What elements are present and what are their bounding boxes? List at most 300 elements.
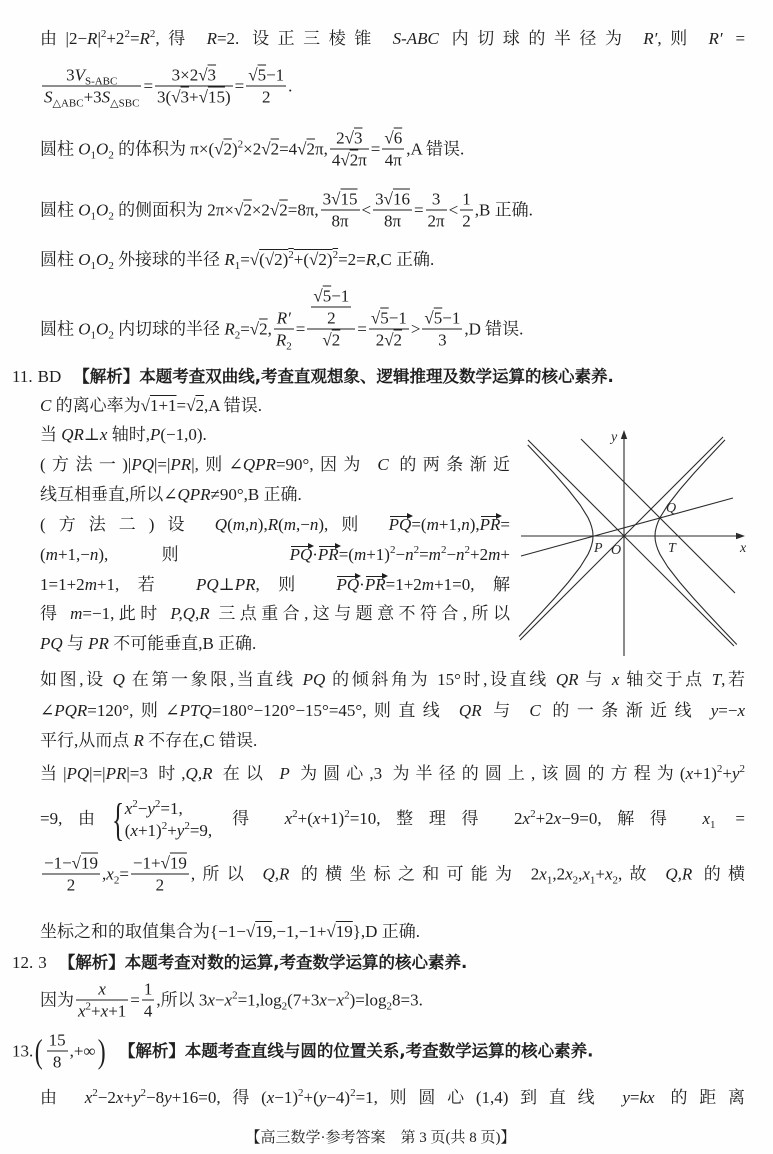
math-var: R′ (708, 29, 723, 48)
math-var: C (377, 455, 389, 474)
text: 在第一象限,当直线 (124, 670, 303, 689)
fraction (311, 287, 351, 328)
text: −1) (274, 1088, 299, 1107)
text: 3√ (322, 189, 341, 209)
text: π (358, 150, 367, 170)
answer: BD (37, 367, 62, 386)
math-var: PQ (302, 670, 326, 689)
text-line (40, 455, 510, 475)
math-var: P (149, 425, 161, 444)
text: ,若 (721, 670, 746, 689)
text-line (40, 634, 256, 654)
math-var: QR (555, 670, 579, 689)
question-header (12, 367, 614, 387)
text-line (40, 670, 745, 690)
radicand: 3 (207, 65, 217, 85)
subscript: 1 (90, 149, 97, 162)
text: = (143, 76, 154, 96)
numerator (76, 980, 128, 1001)
denominator (274, 330, 294, 353)
text-line (40, 425, 207, 445)
text: = (234, 76, 245, 96)
text: ,故 (618, 864, 666, 884)
math-var: QPR (242, 455, 276, 474)
superscript: 2 (739, 763, 745, 775)
text: +2 (535, 808, 554, 828)
text: +1) (320, 808, 345, 828)
text: =( (338, 545, 354, 564)
radicand: 19 (255, 922, 273, 941)
denominator: 8 (52, 1052, 62, 1072)
text-line (40, 794, 745, 845)
text: 由 (40, 1088, 85, 1107)
text: 2 (155, 875, 165, 895)
superscript: 2 (440, 544, 447, 556)
superscript: 2 (298, 1087, 304, 1099)
denominator (330, 150, 369, 170)
text-line (40, 1088, 745, 1108)
text: 得 (40, 604, 71, 623)
text: ),则 (98, 545, 290, 564)
text: 不存在,C 错误. (143, 731, 258, 750)
solution-heading: 【解析】本题考查直线与圆的位置关系,考查数学运算的核心素养. (118, 1041, 594, 1061)
numerator (369, 309, 409, 330)
vector: PQ (388, 515, 412, 534)
math-var: PQ (66, 764, 90, 783)
text: =2. 设正三棱锥 (216, 29, 393, 48)
text: =−1,此时 (82, 604, 171, 623)
answer-fraction (47, 1031, 68, 1072)
superscript: 2 (184, 820, 190, 832)
text: 当 (40, 425, 62, 444)
numerator (460, 190, 473, 211)
left-brace: { (111, 794, 124, 845)
text: ≠90°,B 正确. (210, 485, 302, 504)
text: −4) (326, 1088, 351, 1107)
text-line (40, 190, 533, 231)
text: ,则 (255, 575, 337, 594)
superscript: 2 (85, 1000, 92, 1013)
text: = (722, 29, 746, 48)
math-var: PQ (131, 455, 154, 474)
text: = (500, 515, 510, 534)
math-var: x (319, 990, 327, 1010)
subscript: △ABC (52, 97, 84, 110)
text: +16=0,得( (171, 1088, 267, 1107)
text: +1 (108, 1001, 127, 1021)
text: − (395, 545, 406, 564)
text: 平行,从而点 (40, 731, 134, 750)
text: 的横 (692, 864, 746, 884)
denominator (76, 1001, 128, 1021)
text: · (312, 545, 318, 564)
math-var: m (428, 545, 441, 564)
math-var: x (78, 1001, 86, 1021)
fraction (460, 190, 473, 231)
text-line (40, 485, 302, 505)
text: √ (384, 128, 394, 148)
math-var: PQ (196, 575, 219, 594)
text: (方法二)设 (40, 515, 215, 534)
math-var: m (84, 575, 97, 594)
superscript: 2 (344, 989, 350, 1002)
math-var: m (70, 604, 83, 623)
radicand: 5 (257, 65, 267, 85)
math-var: x (522, 808, 531, 828)
fraction (142, 980, 155, 1021)
math-var: x (553, 808, 562, 828)
math-var: y (147, 799, 155, 818)
text: 与 (578, 670, 612, 689)
text: √ (248, 65, 258, 85)
superscript: 2 (124, 28, 130, 40)
subscript: 2 (113, 874, 120, 887)
hyperbola-diagram (512, 424, 752, 660)
math-var: y (176, 821, 185, 840)
text: +1,− (57, 545, 90, 564)
text-line (40, 575, 510, 595)
fraction (42, 854, 100, 895)
text-line (40, 515, 510, 535)
text-line (40, 922, 420, 942)
text: |,则∠ (191, 455, 243, 474)
radicand: 16 (392, 189, 410, 209)
text: −1+√ (132, 853, 170, 873)
text: 3×2√ (171, 65, 208, 85)
equation-system (111, 794, 213, 845)
label-point-p: P (594, 541, 603, 556)
compound-fraction (307, 287, 355, 350)
text: +1,若 (96, 575, 197, 594)
text: 三点重合,这与题意不符合,所以 (209, 604, 510, 623)
equation-rows (125, 798, 212, 842)
text-line (40, 129, 464, 170)
text: ,则 (657, 29, 709, 48)
math-var: R (87, 29, 98, 48)
math-var: P,Q,R (170, 604, 210, 623)
text: 1=1+2 (40, 575, 85, 594)
denominator (369, 330, 409, 350)
text: 圆柱 (40, 250, 79, 269)
numerator: 15 (48, 1030, 66, 1050)
text: = (413, 200, 424, 220)
text: − (446, 545, 457, 564)
text: 2√ (375, 330, 394, 350)
text: = (715, 808, 745, 828)
math-var: QR (61, 425, 84, 444)
numerator (321, 190, 360, 211)
text: +( (297, 808, 313, 828)
fraction (76, 980, 128, 1021)
math-var: m (488, 545, 501, 564)
math-var: O (96, 250, 109, 269)
math-var: y (318, 1088, 327, 1107)
problem-number: 12. (12, 953, 34, 972)
text: ,得 (155, 29, 207, 48)
math-var: PR (88, 634, 109, 653)
math-var: O (96, 319, 109, 339)
text: 轴时, (107, 425, 150, 444)
fraction (382, 129, 404, 170)
text: +1) (137, 821, 162, 840)
label-origin-o: O (611, 543, 622, 558)
text: −1−√ (44, 853, 82, 873)
text: ,B 正确. (474, 200, 533, 220)
denominator (422, 330, 462, 350)
radicand: 1+1 (149, 396, 177, 415)
text: 为圆心,3 为半径的圆上,该圆的方程为( (289, 764, 686, 783)
text: |=| (154, 455, 171, 474)
text: +( (303, 1088, 319, 1107)
radicand: 2 (195, 396, 204, 415)
fraction (426, 190, 447, 231)
vector: PR (317, 545, 339, 564)
line-pq (521, 498, 733, 556)
text: =( (411, 515, 427, 534)
math-var: PQR (54, 701, 88, 720)
subscript: 1 (234, 260, 241, 272)
numerator (155, 66, 233, 87)
math-var: R (365, 250, 377, 269)
text-line (40, 286, 524, 353)
fraction (369, 309, 409, 350)
superscript: 2 (332, 249, 339, 261)
text: 1 (143, 979, 153, 999)
text-line (40, 854, 745, 895)
math-var: PR (234, 575, 256, 594)
math-var: Q (112, 670, 125, 689)
text: = (357, 319, 367, 339)
subscript: 2 (108, 329, 114, 342)
radicand: 2 (349, 150, 359, 170)
math-var: P (279, 764, 290, 783)
text: − (137, 799, 148, 818)
radicand: 15 (207, 87, 225, 107)
math-var: R (206, 29, 217, 48)
radicand: 3 (180, 87, 190, 107)
subscript: 1 (90, 329, 97, 342)
text: 4 (143, 1001, 153, 1021)
asymptote-y-equals-x (520, 437, 723, 640)
math-var: x (106, 864, 114, 884)
text-line (40, 396, 262, 416)
math-var: PQ (40, 634, 63, 653)
superscript: 2 (237, 138, 244, 151)
text: 内切球的半径为 (438, 29, 644, 48)
y-axis-arrow-icon (621, 430, 627, 439)
superscript: 2 (100, 28, 107, 40)
text: 因为 (40, 990, 74, 1010)
text: =1+2 (385, 575, 422, 594)
math-var: R′ (643, 29, 658, 48)
text: 2 (327, 308, 336, 328)
answer: ,+∞ (69, 1041, 96, 1061)
equation-row (125, 820, 212, 842)
numerator (422, 309, 462, 330)
denominator (155, 87, 233, 107)
text: 3√ (375, 189, 393, 209)
label-point-q: Q (666, 501, 677, 516)
superscript: 2 (154, 798, 161, 810)
text: =4√ (279, 139, 307, 159)
radicand: 2 (306, 139, 315, 159)
math-var: V (74, 65, 85, 85)
math-var: PTQ (179, 701, 212, 720)
math-var: x (312, 808, 321, 828)
numerator (246, 66, 286, 87)
text: ) (224, 87, 231, 107)
superscript: 2 (344, 807, 350, 820)
text-line (40, 980, 423, 1021)
text: +(√ (293, 250, 319, 269)
text: = (629, 1088, 640, 1107)
radicand: 2 (318, 250, 327, 269)
text: =√ (240, 319, 260, 339)
denominator (321, 211, 360, 231)
radicand: 5 (433, 308, 443, 328)
math-var: y (133, 1088, 141, 1107)
text: . (288, 76, 293, 96)
text: (−1,0). (160, 425, 207, 444)
superscript: 2 (292, 807, 298, 820)
math-var: m (232, 515, 246, 534)
math-var: x (124, 799, 133, 818)
text: 得 (212, 808, 285, 828)
asymptote-y-equals-neg-x (528, 440, 734, 646)
math-var: R (275, 330, 287, 350)
radicand: 2 (223, 139, 232, 159)
text: π, (315, 139, 328, 159)
text: √ (370, 308, 381, 328)
math-var: n (456, 545, 465, 564)
text-line (40, 701, 745, 721)
superscript: 2 (92, 1087, 98, 1099)
text: (√ (259, 250, 275, 269)
text: ∠ (40, 701, 55, 720)
text: },D 正确. (352, 922, 420, 941)
text: 8=3. (392, 990, 423, 1010)
text: +√ (189, 87, 208, 107)
numerator (131, 854, 189, 875)
fraction (131, 854, 189, 895)
math-var: x (100, 1001, 109, 1021)
superscript: 2 (413, 544, 420, 556)
text: ) (282, 250, 289, 269)
text: =√ (240, 250, 260, 269)
math-var: QPR (177, 485, 211, 504)
text: 3(√ (157, 87, 181, 107)
text: √ (424, 308, 434, 328)
math-var: PR (105, 764, 127, 783)
text: 不可能垂直,B 正确. (108, 634, 257, 653)
text: 的倾斜角为 15°时,设直线 (325, 670, 556, 689)
fraction (246, 66, 286, 107)
numerator (426, 190, 447, 211)
superscript: 2 (132, 798, 138, 810)
text: = (419, 545, 429, 564)
subscript: 2 (386, 1000, 393, 1013)
math-var: n (461, 515, 470, 534)
fraction (42, 65, 141, 110)
denominator (42, 875, 100, 895)
radicand: 2 (270, 139, 280, 159)
math-var: n (89, 545, 99, 564)
text: +1, (438, 515, 462, 534)
math-var: C (529, 701, 541, 720)
subscript: 2 (108, 149, 114, 162)
math-var: S (44, 87, 53, 107)
text: > (410, 319, 421, 339)
math-var: x (685, 764, 694, 783)
text: 圆柱 (40, 139, 79, 159)
denominator (426, 211, 447, 231)
math-var: x (284, 808, 293, 828)
text: 线互相垂直,所以∠ (40, 485, 178, 504)
text-line (40, 250, 434, 270)
radicand: 3 (353, 128, 363, 148)
text: −2 (97, 1088, 116, 1107)
text: 2π (427, 211, 445, 231)
text: 3 (66, 65, 75, 85)
text: +1=0,解 (434, 575, 510, 594)
text: =2= (338, 250, 366, 269)
math-var: n (249, 515, 258, 534)
text: −9=0,解得 (561, 808, 703, 828)
math-var: R (267, 515, 279, 534)
text: 的两条渐近 (388, 455, 511, 474)
text: 的体积为 π×(√ (113, 139, 224, 159)
subscript: 1 (546, 874, 553, 887)
math-var: S-ABC (392, 29, 439, 48)
text: = (295, 319, 306, 339)
text: =− (718, 701, 738, 720)
math-var: Q (214, 515, 228, 534)
text: 4√ (331, 150, 350, 170)
radicand: 2 (274, 250, 283, 269)
text: =10,整理得 2 (349, 808, 523, 828)
subscript: 2 (281, 1000, 288, 1013)
text: 的一条渐近线 (540, 701, 711, 720)
math-var: x (99, 425, 108, 444)
text: , (267, 319, 272, 339)
math-var: T (711, 670, 722, 689)
text: 外接球的半径 (113, 250, 225, 269)
text: , (245, 515, 250, 534)
math-var: m (426, 515, 439, 534)
text: + (123, 1088, 133, 1107)
math-var: R (139, 29, 150, 48)
text: =180°−120°−15°=45°,则直线 (211, 701, 459, 720)
text: √ (313, 286, 323, 306)
denominator (307, 330, 355, 350)
text: ,A 错误. (406, 139, 465, 159)
radicand: 19 (335, 922, 353, 941)
text: , (102, 864, 107, 884)
text: − (214, 990, 225, 1010)
radicand: 2 (259, 319, 268, 339)
fraction (330, 129, 369, 170)
text: ( (278, 515, 284, 534)
math-var: x (605, 864, 613, 884)
math-var: m (45, 545, 58, 564)
text: =90°,因为 (275, 455, 378, 474)
text: =120°,则∠ (87, 701, 180, 720)
text: ×2√ (251, 200, 280, 220)
text: + (91, 1001, 101, 1021)
math-var: x (702, 808, 710, 828)
denominator (460, 211, 473, 231)
subscript: 2 (234, 329, 241, 342)
